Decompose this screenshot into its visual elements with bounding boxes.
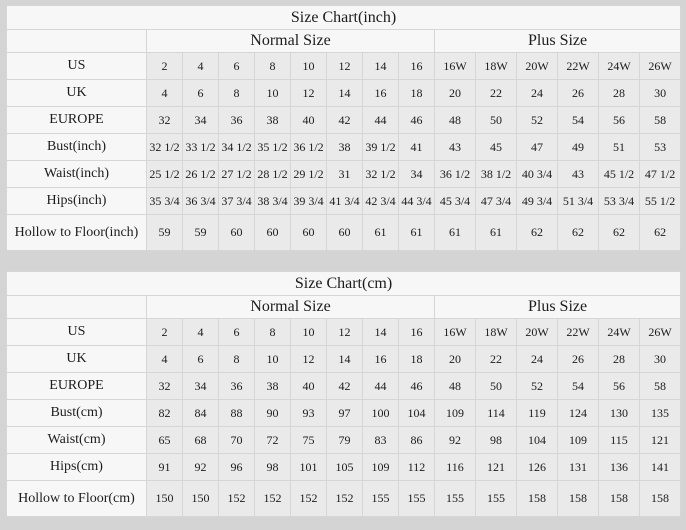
size-value-cell: 24 bbox=[517, 346, 558, 373]
table-row bbox=[7, 427, 681, 454]
size-value-cell: 150 bbox=[147, 481, 183, 517]
size-value-cell: 114 bbox=[476, 400, 517, 427]
size-value-cell: 38 1/2 bbox=[476, 161, 517, 188]
size-value-cell: 36 bbox=[219, 373, 255, 400]
size-value-cell: 12 bbox=[327, 319, 363, 346]
group-header-normal-size: Normal Size bbox=[147, 296, 435, 319]
size-value-cell: 34 1/2 bbox=[219, 134, 255, 161]
size-value-cell: 32 bbox=[147, 107, 183, 134]
size-value-cell: 12 bbox=[327, 53, 363, 80]
size-value-cell: 47 3/4 bbox=[476, 188, 517, 215]
size-value-cell: 124 bbox=[558, 400, 599, 427]
size-value-cell: 158 bbox=[558, 481, 599, 517]
size-value-cell: 25 1/2 bbox=[147, 161, 183, 188]
row-label: EUROPE bbox=[7, 107, 147, 134]
size-value-cell: 38 bbox=[255, 373, 291, 400]
size-value-cell: 121 bbox=[640, 427, 681, 454]
size-value-cell: 84 bbox=[183, 400, 219, 427]
table-title: Size Chart(inch) bbox=[7, 6, 681, 30]
row-label: US bbox=[7, 53, 147, 80]
size-value-cell: 155 bbox=[399, 481, 435, 517]
table-title: Size Chart(cm) bbox=[7, 272, 681, 296]
size-value-cell: 60 bbox=[291, 215, 327, 251]
row-label: US bbox=[7, 319, 147, 346]
size-value-cell: 62 bbox=[640, 215, 681, 251]
size-value-cell: 34 bbox=[183, 373, 219, 400]
size-value-cell: 44 bbox=[363, 373, 399, 400]
size-value-cell: 126 bbox=[517, 454, 558, 481]
size-value-cell: 8 bbox=[255, 53, 291, 80]
size-value-cell: 98 bbox=[476, 427, 517, 454]
size-value-cell: 152 bbox=[291, 481, 327, 517]
size-value-cell: 83 bbox=[363, 427, 399, 454]
size-value-cell: 16 bbox=[399, 319, 435, 346]
size-value-cell: 32 bbox=[147, 373, 183, 400]
size-value-cell: 105 bbox=[327, 454, 363, 481]
size-value-cell: 22 bbox=[476, 346, 517, 373]
size-value-cell: 155 bbox=[476, 481, 517, 517]
size-value-cell: 115 bbox=[599, 427, 640, 454]
size-value-cell: 70 bbox=[219, 427, 255, 454]
size-value-cell: 28 1/2 bbox=[255, 161, 291, 188]
row-label: Bust(cm) bbox=[7, 400, 147, 427]
size-value-cell: 14 bbox=[363, 319, 399, 346]
size-value-cell: 104 bbox=[517, 427, 558, 454]
table-row bbox=[7, 80, 681, 107]
size-value-cell: 158 bbox=[517, 481, 558, 517]
size-value-cell: 32 1/2 bbox=[147, 134, 183, 161]
size-value-cell: 8 bbox=[255, 319, 291, 346]
size-value-cell: 30 bbox=[640, 80, 681, 107]
size-value-cell: 8 bbox=[219, 80, 255, 107]
size-value-cell: 18W bbox=[476, 53, 517, 80]
corner-cell bbox=[7, 30, 147, 53]
size-value-cell: 22W bbox=[558, 53, 599, 80]
row-label: UK bbox=[7, 80, 147, 107]
size-value-cell: 16W bbox=[435, 53, 476, 80]
size-value-cell: 90 bbox=[255, 400, 291, 427]
size-value-cell: 158 bbox=[599, 481, 640, 517]
size-value-cell: 24 bbox=[517, 80, 558, 107]
size-value-cell: 36 bbox=[219, 107, 255, 134]
size-value-cell: 61 bbox=[399, 215, 435, 251]
table-row bbox=[7, 134, 681, 161]
group-header-normal-size: Normal Size bbox=[147, 30, 435, 53]
size-value-cell: 59 bbox=[147, 215, 183, 251]
size-value-cell: 39 3/4 bbox=[291, 188, 327, 215]
size-value-cell: 136 bbox=[599, 454, 640, 481]
size-value-cell: 56 bbox=[599, 373, 640, 400]
size-value-cell: 12 bbox=[291, 80, 327, 107]
size-value-cell: 30 bbox=[640, 346, 681, 373]
size-value-cell: 43 bbox=[558, 161, 599, 188]
size-value-cell: 20 bbox=[435, 346, 476, 373]
row-label: Hollow to Floor(inch) bbox=[7, 215, 147, 251]
size-value-cell: 62 bbox=[558, 215, 599, 251]
size-value-cell: 60 bbox=[255, 215, 291, 251]
size-value-cell: 60 bbox=[327, 215, 363, 251]
size-value-cell: 28 bbox=[599, 80, 640, 107]
size-value-cell: 22W bbox=[558, 319, 599, 346]
row-label: UK bbox=[7, 346, 147, 373]
table-row bbox=[7, 319, 681, 346]
size-value-cell: 20 bbox=[435, 80, 476, 107]
size-value-cell: 40 bbox=[291, 107, 327, 134]
size-value-cell: 2 bbox=[147, 53, 183, 80]
size-value-cell: 52 bbox=[517, 107, 558, 134]
size-value-cell: 48 bbox=[435, 107, 476, 134]
size-value-cell: 121 bbox=[476, 454, 517, 481]
group-header-plus-size: Plus Size bbox=[435, 30, 681, 53]
size-value-cell: 79 bbox=[327, 427, 363, 454]
size-value-cell: 38 bbox=[327, 134, 363, 161]
size-value-cell: 28 bbox=[599, 346, 640, 373]
size-value-cell: 18 bbox=[399, 346, 435, 373]
table-title-row bbox=[7, 6, 681, 30]
size-value-cell: 92 bbox=[435, 427, 476, 454]
size-value-cell: 62 bbox=[599, 215, 640, 251]
size-value-cell: 72 bbox=[255, 427, 291, 454]
size-value-cell: 54 bbox=[558, 373, 599, 400]
row-label: Hips(inch) bbox=[7, 188, 147, 215]
size-value-cell: 6 bbox=[183, 80, 219, 107]
size-value-cell: 38 3/4 bbox=[255, 188, 291, 215]
table-row bbox=[7, 107, 681, 134]
size-value-cell: 60 bbox=[219, 215, 255, 251]
size-value-cell: 26W bbox=[640, 53, 681, 80]
size-value-cell: 18 bbox=[399, 80, 435, 107]
size-value-cell: 42 bbox=[327, 107, 363, 134]
size-value-cell: 53 bbox=[640, 134, 681, 161]
size-value-cell: 10 bbox=[291, 319, 327, 346]
size-value-cell: 27 1/2 bbox=[219, 161, 255, 188]
size-value-cell: 92 bbox=[183, 454, 219, 481]
size-value-cell: 100 bbox=[363, 400, 399, 427]
size-value-cell: 58 bbox=[640, 373, 681, 400]
size-value-cell: 26 bbox=[558, 80, 599, 107]
row-label: Hips(cm) bbox=[7, 454, 147, 481]
size-value-cell: 33 1/2 bbox=[183, 134, 219, 161]
row-label: Bust(inch) bbox=[7, 134, 147, 161]
size-value-cell: 14 bbox=[363, 53, 399, 80]
size-value-cell: 42 bbox=[327, 373, 363, 400]
size-value-cell: 130 bbox=[599, 400, 640, 427]
table-row bbox=[7, 481, 681, 517]
size-value-cell: 16W bbox=[435, 319, 476, 346]
size-value-cell: 50 bbox=[476, 373, 517, 400]
size-value-cell: 4 bbox=[147, 346, 183, 373]
size-value-cell: 34 bbox=[183, 107, 219, 134]
group-header-plus-size: Plus Size bbox=[435, 296, 681, 319]
size-value-cell: 51 3/4 bbox=[558, 188, 599, 215]
size-chart-table-inch bbox=[6, 5, 681, 251]
size-value-cell: 61 bbox=[363, 215, 399, 251]
size-value-cell: 112 bbox=[399, 454, 435, 481]
size-value-cell: 104 bbox=[399, 400, 435, 427]
size-value-cell: 32 1/2 bbox=[363, 161, 399, 188]
size-value-cell: 39 1/2 bbox=[363, 134, 399, 161]
size-value-cell: 101 bbox=[291, 454, 327, 481]
corner-cell bbox=[7, 296, 147, 319]
size-value-cell: 141 bbox=[640, 454, 681, 481]
size-value-cell: 49 3/4 bbox=[517, 188, 558, 215]
size-value-cell: 26W bbox=[640, 319, 681, 346]
size-value-cell: 109 bbox=[435, 400, 476, 427]
size-value-cell: 53 3/4 bbox=[599, 188, 640, 215]
size-value-cell: 16 bbox=[363, 80, 399, 107]
size-value-cell: 4 bbox=[147, 80, 183, 107]
size-value-cell: 6 bbox=[219, 319, 255, 346]
size-value-cell: 37 3/4 bbox=[219, 188, 255, 215]
table-row bbox=[7, 454, 681, 481]
size-value-cell: 65 bbox=[147, 427, 183, 454]
table-row bbox=[7, 188, 681, 215]
size-value-cell: 51 bbox=[599, 134, 640, 161]
size-value-cell: 40 bbox=[291, 373, 327, 400]
size-value-cell: 10 bbox=[255, 80, 291, 107]
size-value-cell: 24W bbox=[599, 53, 640, 80]
size-value-cell: 56 bbox=[599, 107, 640, 134]
size-value-cell: 2 bbox=[147, 319, 183, 346]
size-value-cell: 22 bbox=[476, 80, 517, 107]
size-value-cell: 35 3/4 bbox=[147, 188, 183, 215]
size-value-cell: 135 bbox=[640, 400, 681, 427]
size-value-cell: 36 3/4 bbox=[183, 188, 219, 215]
size-value-cell: 4 bbox=[183, 53, 219, 80]
size-value-cell: 8 bbox=[219, 346, 255, 373]
size-value-cell: 6 bbox=[219, 53, 255, 80]
size-value-cell: 26 1/2 bbox=[183, 161, 219, 188]
size-value-cell: 45 bbox=[476, 134, 517, 161]
size-value-cell: 96 bbox=[219, 454, 255, 481]
size-value-cell: 93 bbox=[291, 400, 327, 427]
size-value-cell: 54 bbox=[558, 107, 599, 134]
size-value-cell: 16 bbox=[399, 53, 435, 80]
size-value-cell: 38 bbox=[255, 107, 291, 134]
size-value-cell: 14 bbox=[327, 80, 363, 107]
table-row bbox=[7, 373, 681, 400]
size-value-cell: 50 bbox=[476, 107, 517, 134]
size-value-cell: 75 bbox=[291, 427, 327, 454]
size-value-cell: 14 bbox=[327, 346, 363, 373]
size-value-cell: 155 bbox=[363, 481, 399, 517]
size-value-cell: 68 bbox=[183, 427, 219, 454]
size-value-cell: 44 bbox=[363, 107, 399, 134]
group-header-row bbox=[7, 296, 681, 319]
size-value-cell: 36 1/2 bbox=[435, 161, 476, 188]
size-value-cell: 46 bbox=[399, 373, 435, 400]
size-value-cell: 86 bbox=[399, 427, 435, 454]
size-value-cell: 16 bbox=[363, 346, 399, 373]
size-value-cell: 131 bbox=[558, 454, 599, 481]
size-value-cell: 35 1/2 bbox=[255, 134, 291, 161]
size-value-cell: 34 bbox=[399, 161, 435, 188]
size-value-cell: 82 bbox=[147, 400, 183, 427]
size-value-cell: 52 bbox=[517, 373, 558, 400]
row-label: Hollow to Floor(cm) bbox=[7, 481, 147, 517]
size-value-cell: 155 bbox=[435, 481, 476, 517]
size-value-cell: 44 3/4 bbox=[399, 188, 435, 215]
size-value-cell: 43 bbox=[435, 134, 476, 161]
size-value-cell: 18W bbox=[476, 319, 517, 346]
size-value-cell: 31 bbox=[327, 161, 363, 188]
size-value-cell: 36 1/2 bbox=[291, 134, 327, 161]
size-value-cell: 109 bbox=[363, 454, 399, 481]
size-value-cell: 46 bbox=[399, 107, 435, 134]
size-value-cell: 116 bbox=[435, 454, 476, 481]
size-value-cell: 24W bbox=[599, 319, 640, 346]
size-value-cell: 6 bbox=[183, 346, 219, 373]
size-value-cell: 47 bbox=[517, 134, 558, 161]
size-value-cell: 47 1/2 bbox=[640, 161, 681, 188]
row-label: Waist(inch) bbox=[7, 161, 147, 188]
size-value-cell: 10 bbox=[255, 346, 291, 373]
group-header-row bbox=[7, 30, 681, 53]
size-value-cell: 20W bbox=[517, 53, 558, 80]
size-value-cell: 152 bbox=[219, 481, 255, 517]
size-value-cell: 152 bbox=[255, 481, 291, 517]
table-title-row bbox=[7, 272, 681, 296]
row-label: Waist(cm) bbox=[7, 427, 147, 454]
size-value-cell: 20W bbox=[517, 319, 558, 346]
size-value-cell: 45 3/4 bbox=[435, 188, 476, 215]
size-value-cell: 152 bbox=[327, 481, 363, 517]
size-value-cell: 97 bbox=[327, 400, 363, 427]
table-row bbox=[7, 215, 681, 251]
size-value-cell: 98 bbox=[255, 454, 291, 481]
size-value-cell: 49 bbox=[558, 134, 599, 161]
size-value-cell: 48 bbox=[435, 373, 476, 400]
size-value-cell: 59 bbox=[183, 215, 219, 251]
size-value-cell: 4 bbox=[183, 319, 219, 346]
size-value-cell: 158 bbox=[640, 481, 681, 517]
size-value-cell: 45 1/2 bbox=[599, 161, 640, 188]
size-value-cell: 150 bbox=[183, 481, 219, 517]
size-value-cell: 10 bbox=[291, 53, 327, 80]
table-row bbox=[7, 346, 681, 373]
size-value-cell: 12 bbox=[291, 346, 327, 373]
size-value-cell: 62 bbox=[517, 215, 558, 251]
table-row bbox=[7, 161, 681, 188]
size-value-cell: 119 bbox=[517, 400, 558, 427]
size-value-cell: 55 1/2 bbox=[640, 188, 681, 215]
row-label: EUROPE bbox=[7, 373, 147, 400]
size-value-cell: 88 bbox=[219, 400, 255, 427]
size-value-cell: 109 bbox=[558, 427, 599, 454]
size-value-cell: 40 3/4 bbox=[517, 161, 558, 188]
size-value-cell: 61 bbox=[435, 215, 476, 251]
size-value-cell: 26 bbox=[558, 346, 599, 373]
table-row bbox=[7, 400, 681, 427]
size-value-cell: 41 3/4 bbox=[327, 188, 363, 215]
size-value-cell: 41 bbox=[399, 134, 435, 161]
size-value-cell: 58 bbox=[640, 107, 681, 134]
table-row bbox=[7, 53, 681, 80]
size-value-cell: 61 bbox=[476, 215, 517, 251]
size-value-cell: 29 1/2 bbox=[291, 161, 327, 188]
size-value-cell: 91 bbox=[147, 454, 183, 481]
size-value-cell: 42 3/4 bbox=[363, 188, 399, 215]
size-chart-table-cm bbox=[6, 271, 681, 517]
